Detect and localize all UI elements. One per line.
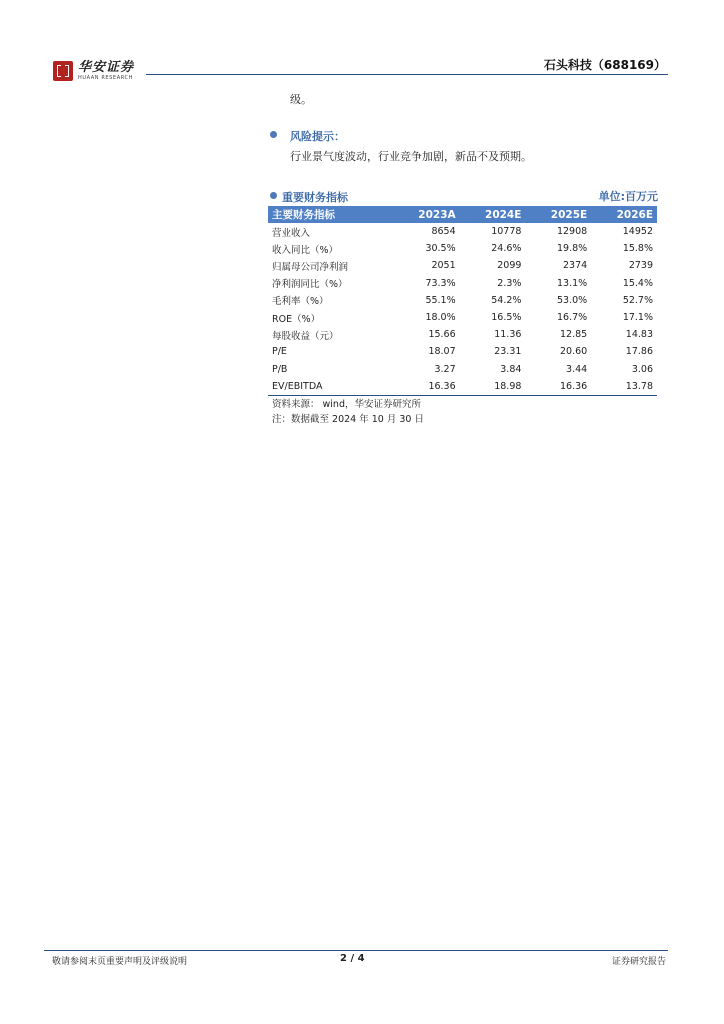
cell-value: 18.07 — [428, 346, 456, 358]
cell-value: 17.1% — [622, 312, 653, 324]
cell-value: 10778 — [491, 226, 522, 238]
footer-doc-type: 证券研究报告 — [611, 957, 666, 967]
cell-value: 15.8% — [622, 243, 653, 255]
cell-value: 73.3% — [425, 277, 456, 289]
cell-value: 52.7% — [622, 294, 653, 306]
cell-value: 2099 — [497, 260, 522, 272]
row-label: 归属母公司净利润 — [272, 261, 349, 273]
row-label: 净利润同比（%） — [272, 279, 348, 291]
row-label: 营业收入 — [272, 227, 311, 239]
column-header: 2023A — [392, 206, 459, 223]
report-title: 石头科技（688169） — [543, 58, 666, 72]
row-label: ROE（%） — [272, 313, 321, 325]
table-row — [268, 240, 657, 257]
cell-value: 16.5% — [491, 312, 522, 324]
row-label: P/E — [272, 346, 287, 358]
cell-value: 53.0% — [557, 294, 588, 306]
table-header-row — [268, 206, 657, 223]
cell-value: 3.44 — [566, 363, 588, 375]
table-row — [268, 326, 657, 343]
cell-value: 14.83 — [625, 329, 653, 341]
financials-title: 重要财务指标 — [282, 191, 348, 204]
cell-value: 12.85 — [560, 329, 588, 341]
column-header: 2024E — [460, 206, 526, 223]
column-header: 2025E — [525, 206, 591, 223]
cell-value: 15.66 — [428, 329, 456, 341]
risk-title: 风险提示： — [290, 130, 345, 143]
cell-value: 18.98 — [460, 378, 526, 396]
header-divider — [146, 74, 668, 75]
column-header: 主要财务指标 — [268, 206, 392, 223]
row-label: 每股收益（元） — [272, 330, 339, 342]
column-header: 2026E — [591, 206, 657, 223]
cell-value: 54.2% — [491, 294, 522, 306]
company-logo — [53, 61, 134, 82]
table-row — [268, 223, 657, 240]
financials-bullet-icon — [270, 192, 277, 199]
cell-value: 15.4% — [622, 277, 653, 289]
brand-block — [78, 61, 134, 82]
footer-divider — [44, 950, 668, 951]
table-row — [268, 309, 657, 326]
table-row — [268, 343, 657, 360]
risk-bullet-icon — [270, 131, 277, 138]
brand-name-cn: 华安证券 — [78, 60, 135, 75]
brand-name-en: HUAAN RESEARCH — [78, 75, 133, 81]
cell-value: 20.60 — [560, 346, 588, 358]
row-label: 收入同比（%） — [272, 244, 339, 256]
financials-table — [268, 206, 657, 396]
cell-value: 16.7% — [557, 312, 588, 324]
unit-label: 单位:百万元 — [598, 190, 658, 203]
cell-value: 13.1% — [557, 277, 588, 289]
cell-value: 55.1% — [425, 294, 456, 306]
cell-value: 2739 — [628, 260, 653, 272]
table-row — [268, 378, 657, 396]
row-label: P/B — [272, 363, 288, 375]
source-note: 资料来源： wind，华安证券研究所 — [272, 399, 421, 410]
cell-value: 30.5% — [425, 243, 456, 255]
cell-value: 19.8% — [557, 243, 588, 255]
cell-value: 23.31 — [494, 346, 522, 358]
row-label: EV/EBITDA — [268, 378, 392, 396]
cell-value: 11.36 — [494, 329, 522, 341]
table-row — [268, 292, 657, 309]
cell-value: 2051 — [431, 260, 456, 272]
cell-value: 12908 — [556, 226, 588, 238]
cell-value: 3.84 — [500, 363, 522, 375]
risk-text: 行业景气度波动，行业竞争加剧，新品不及预期。 — [290, 150, 532, 163]
cell-value: 14952 — [622, 226, 653, 238]
cell-value: 3.06 — [631, 363, 653, 375]
cell-value: 18.0% — [425, 312, 456, 324]
seal-icon — [53, 61, 73, 81]
cell-value: 17.86 — [625, 346, 653, 358]
date-note: 注：数据截至 2024 年 10 月 30 日 — [272, 414, 424, 425]
cell-value: 16.36 — [525, 378, 591, 396]
continued-text: 级。 — [290, 93, 312, 106]
row-label: 毛利率（%） — [272, 296, 329, 308]
cell-value: 2.3% — [497, 277, 522, 289]
cell-value: 24.6% — [491, 243, 522, 255]
table-row — [268, 275, 657, 292]
cell-value: 3.27 — [434, 363, 456, 375]
cell-value: 8654 — [431, 226, 456, 238]
table-row — [268, 361, 657, 378]
cell-value: 13.78 — [591, 378, 657, 396]
cell-value: 16.36 — [392, 378, 459, 396]
table-row — [268, 257, 657, 274]
cell-value: 2374 — [563, 260, 588, 272]
page-number: 2 / 4 — [340, 953, 365, 964]
footer-disclaimer: 敬请参阅末页重要声明及评级说明 — [52, 957, 188, 967]
